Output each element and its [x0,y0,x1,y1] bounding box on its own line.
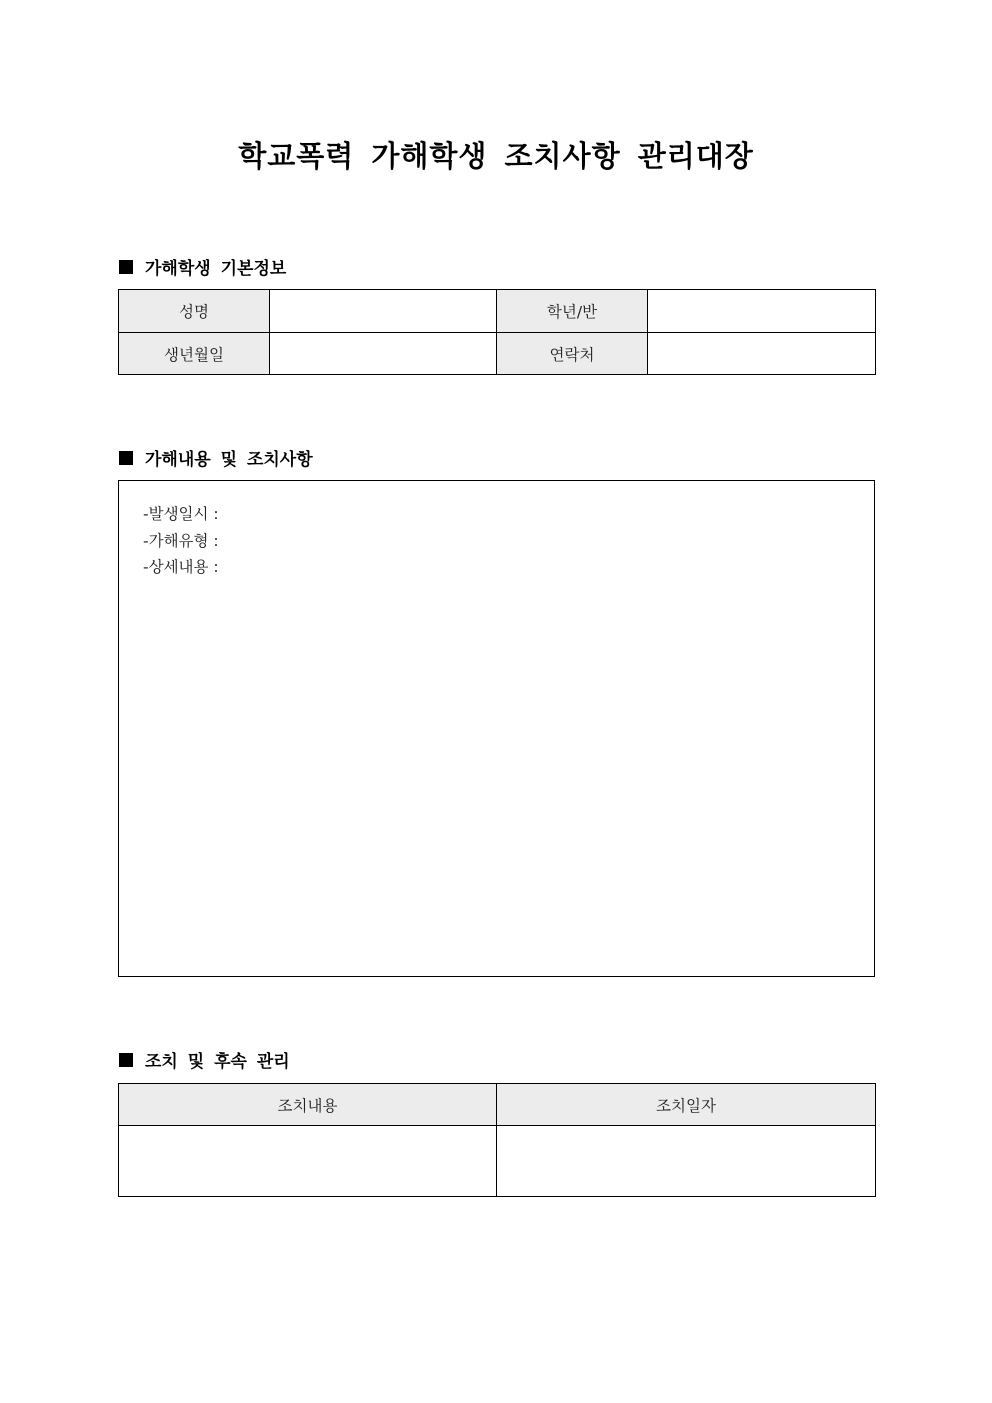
section-heading-incident [119,445,313,470]
label-name: 성명 [119,290,270,333]
basic-info-table [118,289,876,375]
section-heading-text: 조치 및 후속 관리 [145,1052,290,1072]
label-birthdate: 생년월일 [119,333,270,375]
column-header-action-content: 조치내용 [119,1084,497,1126]
label-contact: 연락처 [497,333,648,375]
section-heading-basic-info [119,254,286,279]
section-heading-text: 가해학생 기본정보 [145,259,287,279]
section-heading-text: 가해내용 및 조치사항 [145,450,313,470]
action-date-field[interactable] [497,1126,876,1197]
square-bullet-icon [119,451,133,465]
column-header-action-date: 조치일자 [497,1084,876,1126]
incident-content-box[interactable] [118,480,875,977]
name-field[interactable] [270,290,497,333]
grade-class-field[interactable] [648,290,876,333]
section-heading-followup [119,1047,290,1072]
square-bullet-icon [119,260,133,274]
table-row [119,333,876,375]
label-grade-class: 학년/반 [497,290,648,333]
table-header-row [119,1084,876,1126]
table-row [119,1126,876,1197]
document-title: 학교폭력 가해학생 조치사항 관리대장 [238,139,754,173]
incident-type-line: -가해유형 : [143,531,219,550]
birthdate-field[interactable] [270,333,497,375]
incident-detail-line: -상세내용 : [143,558,219,576]
table-row [119,290,876,333]
action-content-field[interactable] [119,1126,497,1197]
square-bullet-icon [119,1053,133,1067]
incident-date-line: -발생일시 : [143,505,219,523]
followup-table [118,1083,876,1197]
contact-field[interactable] [648,333,876,375]
